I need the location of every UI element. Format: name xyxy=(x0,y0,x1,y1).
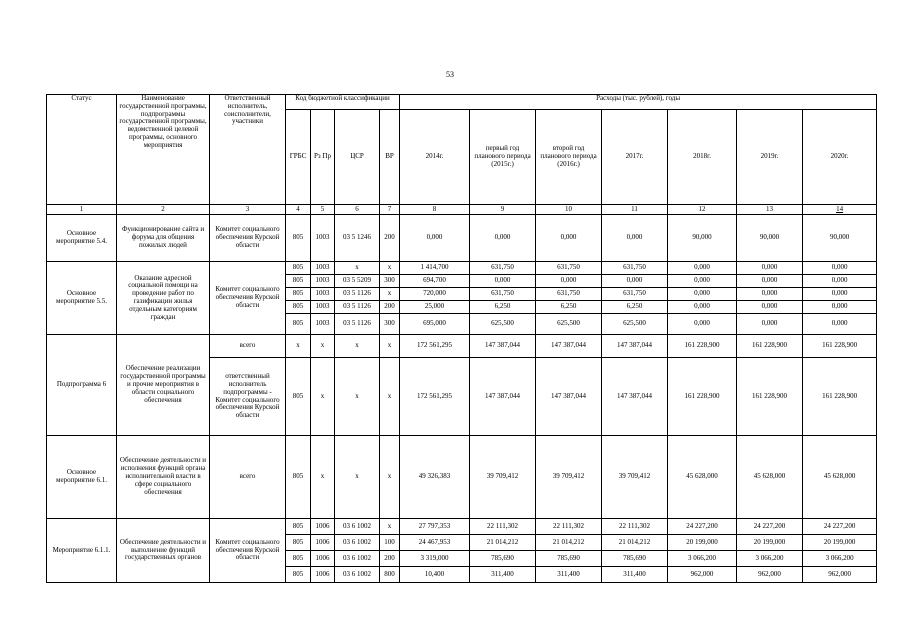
cell-rzpr: 1006 xyxy=(311,535,335,551)
cell-csr: x xyxy=(335,358,380,436)
cell-rzpr: 1003 xyxy=(311,314,335,335)
cell-grbs: 805 xyxy=(286,567,311,583)
cell-csr: 03 5 1126 xyxy=(335,314,380,335)
cell-2018: 90,000 xyxy=(668,215,737,262)
cell-2015: 0,000 xyxy=(470,275,536,288)
header-year-2016: второй год планового периода (2016г.) xyxy=(536,110,602,205)
cell-rzpr: 1006 xyxy=(311,567,335,583)
cell-2018: 24 227,200 xyxy=(668,519,737,535)
cell-vr: 100 xyxy=(380,535,400,551)
budget-table xyxy=(46,94,877,583)
col-num: 12 xyxy=(668,205,737,215)
cell-csr: 03 5 1126 xyxy=(335,301,380,314)
cell-rzpr: 1003 xyxy=(311,301,335,314)
cell-2015: 0,000 xyxy=(470,215,536,262)
header-year-2014: 2014г. xyxy=(400,110,470,205)
cell-2020: 24 227,200 xyxy=(803,519,877,535)
cell-2019: 24 227,200 xyxy=(737,519,803,535)
cell-2015: 147 387,044 xyxy=(470,358,536,436)
cell-vr: 300 xyxy=(380,275,400,288)
cell-2017: 0,000 xyxy=(602,275,668,288)
cell-rzpr: 1003 xyxy=(311,262,335,275)
cell-2020: 0,000 xyxy=(803,314,877,335)
col-num: 6 xyxy=(335,205,380,215)
cell-grbs: 805 xyxy=(286,551,311,567)
cell-2017: 785,690 xyxy=(602,551,668,567)
cell-2018: 0,000 xyxy=(668,288,737,301)
cell-2014: 1 414,700 xyxy=(400,262,470,275)
cell-2015: 21 014,212 xyxy=(470,535,536,551)
cell-csr: x xyxy=(335,436,380,519)
cell-2017: 625,500 xyxy=(602,314,668,335)
header-year-2015: первый год планового периода (2015г.) xyxy=(470,110,536,205)
cell-2017: 147 387,044 xyxy=(602,358,668,436)
cell-2018: 0,000 xyxy=(668,301,737,314)
cell-vr: 300 xyxy=(380,314,400,335)
cell-2020: 161 228,900 xyxy=(803,335,877,358)
col-num: 5 xyxy=(311,205,335,215)
cell-grbs: 805 xyxy=(286,358,311,436)
cell-vr: x xyxy=(380,262,400,275)
col-num: 10 xyxy=(536,205,602,215)
cell-rzpr: x xyxy=(311,358,335,436)
cell-grbs: x xyxy=(286,335,311,358)
cell-csr: 03 6 1002 xyxy=(335,567,380,583)
row-responsible: Комитет социального обеспечения Курской области xyxy=(210,262,286,335)
cell-grbs: 805 xyxy=(286,275,311,288)
cell-2020: 962,000 xyxy=(803,567,877,583)
cell-2014: 49 326,383 xyxy=(400,436,470,519)
cell-2019: 0,000 xyxy=(737,301,803,314)
cell-grbs: 805 xyxy=(286,436,311,519)
cell-csr: 03 5 5209 xyxy=(335,275,380,288)
cell-vr: 200 xyxy=(380,301,400,314)
cell-2016: 22 111,302 xyxy=(536,519,602,535)
cell-2015: 22 111,302 xyxy=(470,519,536,535)
cell-2019: 45 628,000 xyxy=(737,436,803,519)
table-row xyxy=(47,519,877,535)
cell-2018: 0,000 xyxy=(668,314,737,335)
row-name: Обеспечение деятельности и выполнение функций государственных органов xyxy=(117,519,210,583)
cell-2016: 785,690 xyxy=(536,551,602,567)
col-num: 4 xyxy=(286,205,311,215)
row-responsible: ответственный исполнитель подпрограммы - Комитет социального обеспечения Курской области xyxy=(210,358,286,436)
cell-grbs: 805 xyxy=(286,519,311,535)
cell-2020: 0,000 xyxy=(803,288,877,301)
cell-2019: 0,000 xyxy=(737,314,803,335)
cell-2019: 90,000 xyxy=(737,215,803,262)
col-num: 11 xyxy=(602,205,668,215)
cell-2020: 3 066,200 xyxy=(803,551,877,567)
cell-2016: 631,750 xyxy=(536,288,602,301)
cell-vr: x xyxy=(380,519,400,535)
cell-2020: 161 228,900 xyxy=(803,358,877,436)
col-num: 13 xyxy=(737,205,803,215)
cell-vr: 200 xyxy=(380,551,400,567)
cell-2016: 631,750 xyxy=(536,262,602,275)
cell-vr: x xyxy=(380,335,400,358)
row-responsible: Комитет социального обеспечения Курской области xyxy=(210,519,286,583)
cell-2019: 20 199,000 xyxy=(737,535,803,551)
cell-2020: 0,000 xyxy=(803,262,877,275)
cell-2019: 161 228,900 xyxy=(737,335,803,358)
cell-2018: 3 066,200 xyxy=(668,551,737,567)
col-num: 9 xyxy=(470,205,536,215)
cell-2017: 631,750 xyxy=(602,262,668,275)
cell-2015: 147 387,044 xyxy=(470,335,536,358)
cell-rzpr: 1003 xyxy=(311,288,335,301)
cell-csr: x xyxy=(335,335,380,358)
cell-2017: 147 387,044 xyxy=(602,335,668,358)
cell-csr: 03 5 1246 xyxy=(335,215,380,262)
cell-grbs: 805 xyxy=(286,535,311,551)
table-row xyxy=(47,215,877,262)
cell-grbs: 805 xyxy=(286,262,311,275)
row-responsible: Комитет социального обеспечения Курской области xyxy=(210,215,286,262)
table-row xyxy=(47,436,877,519)
header-name: Наименование государственной программы, подпрограммы государственной программы, ведомственной целевой программы, основного мероприятия xyxy=(117,95,210,205)
cell-2014: 172 561,295 xyxy=(400,358,470,436)
cell-rzpr: 1003 xyxy=(311,215,335,262)
row-responsible: всего xyxy=(210,436,286,519)
cell-2018: 45 628,000 xyxy=(668,436,737,519)
cell-2016: 6,250 xyxy=(536,301,602,314)
cell-rzpr: 1006 xyxy=(311,551,335,567)
col-num: 1 xyxy=(47,205,117,215)
cell-2016: 0,000 xyxy=(536,215,602,262)
cell-2018: 962,000 xyxy=(668,567,737,583)
cell-2019: 962,000 xyxy=(737,567,803,583)
cell-2014: 694,700 xyxy=(400,275,470,288)
cell-vr: 200 xyxy=(380,215,400,262)
column-number-row xyxy=(47,205,877,215)
cell-vr: x xyxy=(380,288,400,301)
header-vr: ВР xyxy=(380,110,400,205)
col-num: 3 xyxy=(210,205,286,215)
cell-csr: 03 5 1126 xyxy=(335,288,380,301)
cell-2019: 0,000 xyxy=(737,262,803,275)
row-name: Оказание адресной социальной помощи на проведение работ по газификации жилья отдельным категориям граждан xyxy=(117,262,210,335)
cell-csr: 03 6 1002 xyxy=(335,551,380,567)
cell-2015: 625,500 xyxy=(470,314,536,335)
cell-grbs: 805 xyxy=(286,314,311,335)
cell-2016: 21 014,212 xyxy=(536,535,602,551)
cell-2020: 45 628,000 xyxy=(803,436,877,519)
cell-2014: 27 797,353 xyxy=(400,519,470,535)
cell-rzpr: 1003 xyxy=(311,275,335,288)
cell-vr: 800 xyxy=(380,567,400,583)
cell-2016: 625,500 xyxy=(536,314,602,335)
row-name: Обеспечение реализации государственной программы и прочие мероприятия в области социального обеспечения xyxy=(117,335,210,436)
cell-csr: 03 6 1002 xyxy=(335,519,380,535)
header-year-2019: 2019г. xyxy=(737,110,803,205)
cell-2015: 6,250 xyxy=(470,301,536,314)
cell-2016: 147 387,044 xyxy=(536,335,602,358)
row-name: Функционирование сайта и форума для общения пожилых людей xyxy=(117,215,210,262)
header-year-2018: 2018г. xyxy=(668,110,737,205)
cell-2017: 22 111,302 xyxy=(602,519,668,535)
row-status: Основное мероприятие 5.4. xyxy=(47,215,117,262)
header-row xyxy=(47,95,877,110)
cell-2014: 3 319,000 xyxy=(400,551,470,567)
cell-2014: 24 467,953 xyxy=(400,535,470,551)
col-num: 7 xyxy=(380,205,400,215)
header-responsible: Ответственный исполнитель, соисполнители, участники xyxy=(210,95,286,205)
col-num: 8 xyxy=(400,205,470,215)
cell-2015: 785,690 xyxy=(470,551,536,567)
header-rzpr: Рз Пр xyxy=(311,110,335,205)
cell-2019: 0,000 xyxy=(737,288,803,301)
cell-2017: 311,400 xyxy=(602,567,668,583)
cell-rzpr: x xyxy=(311,335,335,358)
cell-grbs: 805 xyxy=(286,215,311,262)
cell-grbs: 805 xyxy=(286,301,311,314)
cell-2017: 21 014,212 xyxy=(602,535,668,551)
cell-csr: x xyxy=(335,262,380,275)
cell-vr: x xyxy=(380,436,400,519)
cell-2017: 39 709,412 xyxy=(602,436,668,519)
cell-rzpr: 1006 xyxy=(311,519,335,535)
cell-2014: 0,000 xyxy=(400,215,470,262)
cell-2014: 172 561,295 xyxy=(400,335,470,358)
cell-2014: 25,000 xyxy=(400,301,470,314)
cell-2016: 39 709,412 xyxy=(536,436,602,519)
cell-2018: 0,000 xyxy=(668,262,737,275)
col-num: 14 xyxy=(803,205,877,215)
cell-2017: 0,000 xyxy=(602,215,668,262)
header-year-2020: 2020г. xyxy=(803,110,877,205)
row-status: Основное мероприятие 6.1. xyxy=(47,436,117,519)
cell-2018: 20 199,000 xyxy=(668,535,737,551)
cell-2018: 0,000 xyxy=(668,275,737,288)
table-row xyxy=(47,262,877,275)
cell-2017: 631,750 xyxy=(602,288,668,301)
header-status: Статус xyxy=(47,95,117,205)
cell-csr: 03 6 1002 xyxy=(335,535,380,551)
header-csr: ЦСР xyxy=(335,110,380,205)
table-row xyxy=(47,335,877,358)
cell-2020: 90,000 xyxy=(803,215,877,262)
cell-2014: 10,400 xyxy=(400,567,470,583)
header-budget-code: Код бюджетной классификации xyxy=(286,95,400,110)
cell-2020: 20 199,000 xyxy=(803,535,877,551)
row-name: Обеспечение деятельности и исполнения функций органа исполнительной власти в сфере социального обеспечения xyxy=(117,436,210,519)
header-year-2017: 2017г. xyxy=(602,110,668,205)
cell-2014: 695,000 xyxy=(400,314,470,335)
cell-2019: 3 066,200 xyxy=(737,551,803,567)
cell-2019: 161 228,900 xyxy=(737,358,803,436)
cell-2020: 0,000 xyxy=(803,275,877,288)
row-responsible: всего xyxy=(210,335,286,358)
row-status: Подпрограмма 6 xyxy=(47,335,117,436)
cell-2017: 6,250 xyxy=(602,301,668,314)
col-num: 2 xyxy=(117,205,210,215)
cell-2018: 161 228,900 xyxy=(668,335,737,358)
cell-2015: 631,750 xyxy=(470,288,536,301)
header-expenses: Расходы (тыс. рублей), годы xyxy=(400,95,877,110)
cell-2016: 147 387,044 xyxy=(536,358,602,436)
cell-2016: 311,400 xyxy=(536,567,602,583)
cell-2020: 0,000 xyxy=(803,301,877,314)
row-status: Мероприятие 6.1.1. xyxy=(47,519,117,583)
page-number: 53 xyxy=(446,70,454,79)
cell-2015: 39 709,412 xyxy=(470,436,536,519)
cell-grbs: 805 xyxy=(286,288,311,301)
row-status: Основное мероприятие 5.5. xyxy=(47,262,117,335)
cell-2019: 0,000 xyxy=(737,275,803,288)
cell-2015: 311,400 xyxy=(470,567,536,583)
cell-2016: 0,000 xyxy=(536,275,602,288)
cell-2018: 161 228,900 xyxy=(668,358,737,436)
cell-2014: 720,000 xyxy=(400,288,470,301)
cell-vr: x xyxy=(380,358,400,436)
cell-rzpr: x xyxy=(311,436,335,519)
header-grbs: ГРБС xyxy=(286,110,311,205)
cell-2015: 631,750 xyxy=(470,262,536,275)
